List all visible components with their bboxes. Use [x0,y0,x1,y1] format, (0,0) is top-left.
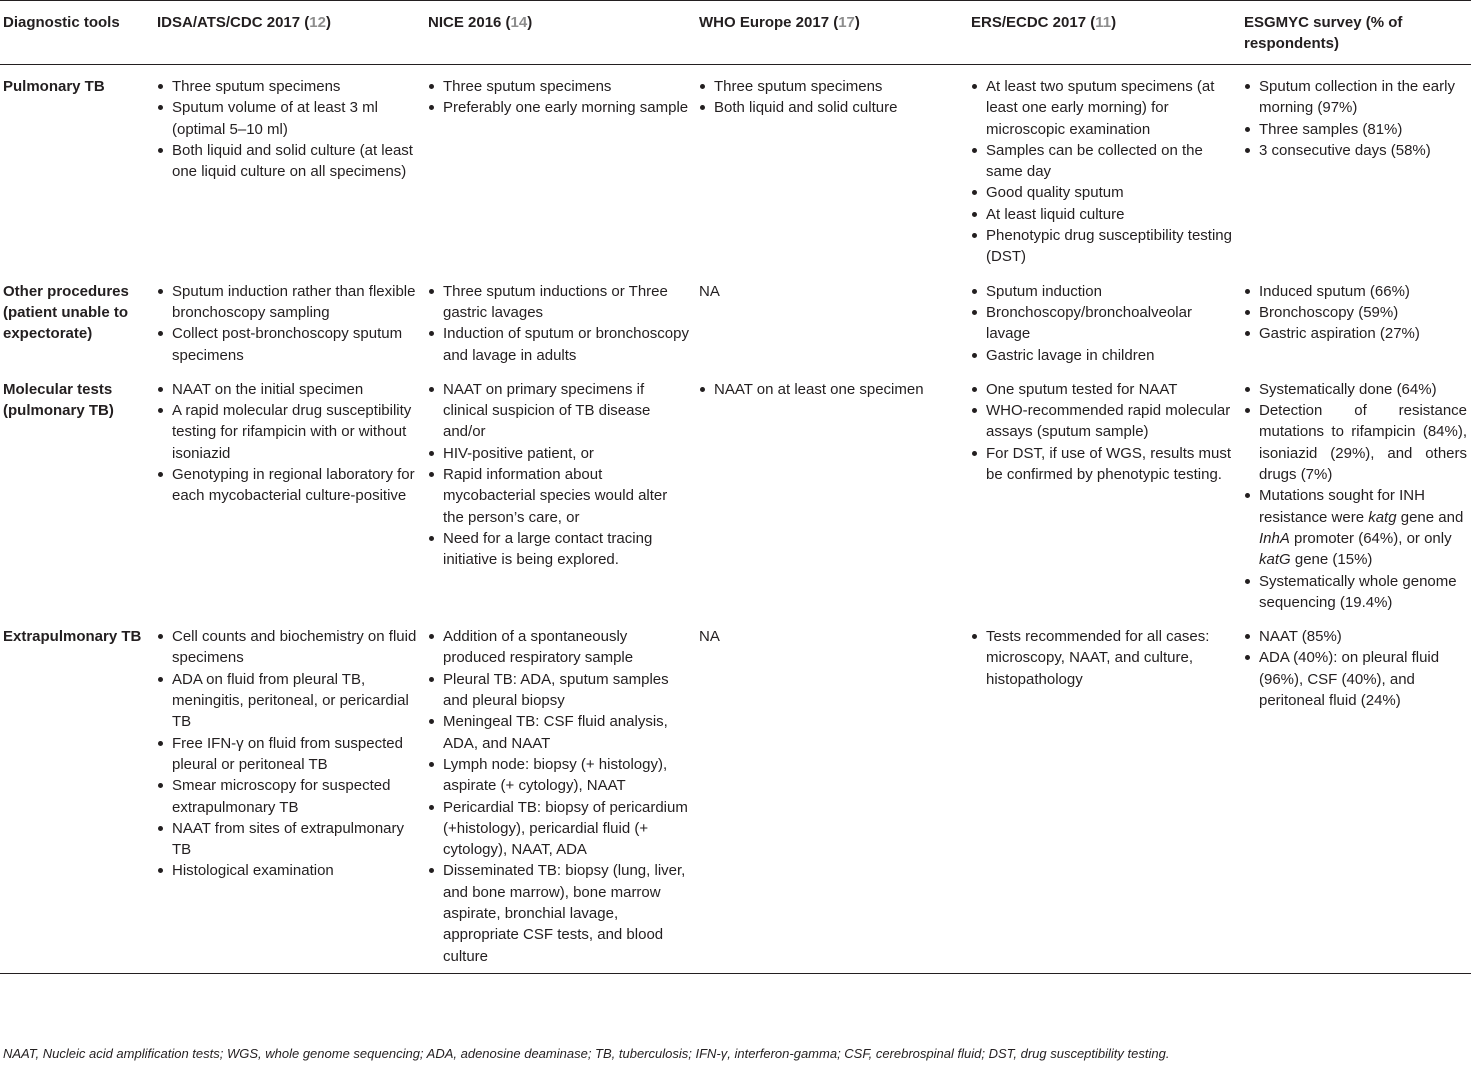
cell-idsa [153,616,424,973]
header-row [0,1,1471,65]
list-item: One sputum tested for NAAT [971,379,1236,400]
cell-esgmyc [1240,65,1471,271]
cell-nice [424,271,695,369]
cell-nice [424,616,695,973]
cell-ers [967,271,1240,369]
list-item: Histological examination [157,860,420,881]
cell-who: NA [695,616,967,973]
cell-esgmyc [1240,271,1471,369]
table-row [0,616,1471,973]
table-row [0,271,1471,369]
list-item: Rapid information about mycobacterial species would alter the person’s care, or [428,464,691,528]
list-item: Pleural TB: ADA, sputum samples and pleural biopsy [428,669,691,712]
item-text: gene and [1396,508,1464,526]
list-item: Three sputum specimens [699,76,963,97]
list-item: Three sputum specimens [428,76,691,97]
list-item: Sputum induction rather than flexible bronchoscopy sampling [157,281,420,324]
bullet-list [971,626,1236,690]
list-item: For DST, if use of WGS, results must be confirmed by phenotypic testing. [971,443,1236,486]
header-nice [424,1,695,65]
table-body [0,65,1471,974]
list-item: Smear microscopy for suspected extrapulmonary TB [157,775,420,818]
cell-esgmyc [1240,369,1471,616]
list-item: Gastric aspiration (27%) [1244,323,1467,344]
list-item: Systematically done (64%) [1244,379,1467,400]
table-footnote: NAAT, Nucleic acid amplification tests; WGS, whole genome sequencing; ADA, adenosine deaminase; TB, tuberculosis; IFN-γ, interferon-gamma; CSF, cerebrospinal fluid; DST, drug susceptibility testing. [3,1046,1170,1061]
cell-idsa [153,271,424,369]
list-item: Disseminated TB: biopsy (lung, liver, and bone marrow), bone marrow aspirate, bronchial lavage, appropriate CSF tests, and blood culture [428,860,691,966]
list-item: Sputum induction [971,281,1236,302]
list-item: Samples can be collected on the same day [971,140,1236,183]
list-item: Cell counts and biochemistry on fluid specimens [157,626,420,669]
header-nice-label: NICE 2016 ( [428,14,511,31]
header-ers-label: ERS/ECDC 2017 ( [971,14,1096,31]
bullet-list [428,626,691,967]
cell-who: NA [699,282,720,300]
list-item: Need for a large contact tracing initiative is being explored. [428,528,691,571]
list-item: Tests recommended for all cases: microscopy, NAAT, and culture, histopathology [971,626,1236,690]
cell-ers [967,369,1240,616]
list-item: Bronchoscopy/bronchoalveolar lavage [971,302,1236,345]
list-item: Systematically whole genome sequencing (19.4%) [1244,571,1467,614]
cell-esgmyc [1240,616,1471,973]
bullet-list [971,76,1236,268]
list-item: Three sputum specimens [157,76,420,97]
list-item: At least liquid culture [971,204,1236,225]
bullet-list [971,281,1236,366]
header-esgmyc: ESGMYC survey (% of respondents) [1240,1,1471,65]
gene-name-katg: katg [1368,508,1397,526]
item-text: gene (15%) [1290,551,1373,569]
row-label: Pulmonary TB [3,78,105,95]
bullet-list [1244,626,1467,711]
cell-ers [967,65,1240,271]
item-text: Mutations sought for INH resistance were [1259,487,1425,526]
list-item: Three sputum inductions or Three gastric lavages [428,281,691,324]
list-item: At least two sputum specimens (at least one early morning) for microscopic examination [971,76,1236,140]
row-label: Other procedures (patient unable to expectorate) [3,282,129,343]
list-item: Phenotypic drug susceptibility testing (DST) [971,225,1236,268]
cell-nice [424,369,695,616]
list-item: ADA (40%): on pleural fluid (96%), CSF (40%), and peritoneal fluid (24%) [1244,647,1467,711]
bullet-list [699,379,963,400]
cell-nice [424,65,695,271]
list-item: Lymph node: biopsy (+ histology), aspirate (+ cytology), NAAT [428,754,691,797]
bullet-list [428,379,691,571]
list-item: Induction of sputum or bronchoscopy and lavage in adults [428,323,691,366]
list-item: Three samples (81%) [1244,119,1467,140]
cell-who [695,65,967,271]
reference-14: 14 [510,14,528,31]
cell-ers [967,616,1240,973]
list-item: Sputum volume of at least 3 ml (optimal 5–10 ml) [157,97,420,140]
list-item [1244,485,1467,570]
list-item: NAAT on the initial specimen [157,379,420,400]
list-item: Collect post-bronchoscopy sputum specimens [157,323,420,366]
list-item: NAAT from sites of extrapulmonary TB [157,818,420,861]
item-text: promoter (64%), or only [1289,529,1452,547]
bullet-list [1244,281,1467,345]
reference-11: 11 [1095,14,1112,31]
list-item: 3 consecutive days (58%) [1244,140,1467,161]
bullet-list [157,379,420,507]
list-item: Meningeal TB: CSF fluid analysis, ADA, and NAAT [428,711,691,754]
header-who-label: WHO Europe 2017 ( [699,14,839,31]
list-item: NAAT on primary specimens if clinical suspicion of TB disease and/or [428,379,691,443]
close-paren: ) [1111,14,1117,31]
close-paren: ) [527,14,533,31]
bullet-list [157,76,420,182]
list-item: ADA on fluid from pleural TB, meningitis, peritoneal, or pericardial TB [157,669,420,733]
bullet-list [428,281,691,366]
list-item: NAAT on at least one specimen [699,379,963,400]
bullet-list [971,379,1236,485]
header-diagnostic-tools: Diagnostic tools [0,1,153,65]
header-who [695,1,967,65]
header-ers [967,1,1240,65]
list-item: Detection of resistance mutations to rifampicin (84%), isoniazid (29%), and others drugs (7%) [1244,400,1467,485]
header-idsa [153,1,424,65]
row-label: Extrapulmonary TB [0,616,153,973]
bullet-list [1244,379,1467,613]
reference-17: 17 [838,14,855,31]
list-item: WHO-recommended rapid molecular assays (sputum sample) [971,400,1236,443]
list-item: Both liquid and solid culture [699,97,963,118]
bullet-list [157,626,420,882]
list-item: Preferably one early morning sample [428,97,691,118]
list-item: HIV-positive patient, or [428,443,691,464]
cell-idsa [153,65,424,271]
row-label: Molecular tests (pulmonary TB) [3,380,114,420]
list-item: Genotyping in regional laboratory for each mycobacterial culture-positive [157,464,420,507]
close-paren: ) [325,14,331,31]
bullet-list [157,281,420,366]
table-row [0,65,1471,271]
table-row [0,369,1471,616]
cell-idsa [153,369,424,616]
gene-name-inha: InhA [1259,529,1290,547]
list-item: Addition of a spontaneously produced respiratory sample [428,626,691,669]
list-item: Good quality sputum [971,182,1236,203]
list-item: Pericardial TB: biopsy of pericardium (+histology), pericardial fluid (+ cytology), NAAT, ADA [428,797,691,861]
list-item: Sputum collection in the early morning (97%) [1244,76,1467,119]
table-header [0,1,1471,65]
close-paren: ) [854,14,860,31]
list-item: Both liquid and solid culture (at least one liquid culture on all specimens) [157,140,420,183]
bullet-list [428,76,691,119]
list-item: Induced sputum (66%) [1244,281,1467,302]
list-item: NAAT (85%) [1244,626,1467,647]
list-item: Bronchoscopy (59%) [1244,302,1467,323]
bullet-list [699,76,963,119]
cell-who [695,369,967,616]
reference-12: 12 [309,14,326,31]
header-idsa-label: IDSA/ATS/CDC 2017 ( [157,14,310,31]
gene-name-katG: katG [1259,551,1291,569]
bullet-list [1244,76,1467,161]
list-item: A rapid molecular drug susceptibility testing for rifampicin with or without isoniazid [157,400,420,464]
list-item: Gastric lavage in children [971,345,1236,366]
list-item: Free IFN-γ on fluid from suspected pleural or peritoneal TB [157,733,420,776]
